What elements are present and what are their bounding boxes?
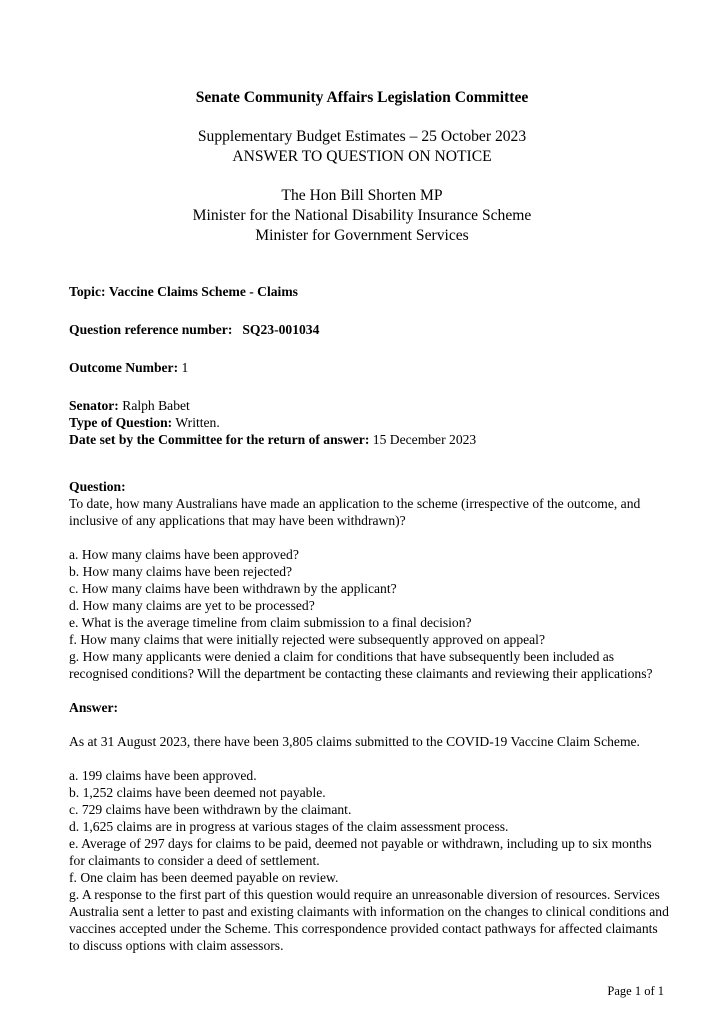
answer-item-b: b. 1,252 claims have been deemed not payable. [69, 785, 326, 800]
answer-item-g: g. A response to the first part of this question would require an unreasonable diversion of resources. Services Australia sent a letter to past and existing claimants with information on the changes to clinical conditions and vaccines accepted under the Scheme. This correspondence provided contact pathways for affected claimants to discuss options with claim assessors. [69, 887, 669, 953]
answer-title: ANSWER TO QUESTION ON NOTICE [232, 148, 492, 165]
question-type-label: Type of Question: [69, 415, 173, 430]
answer-intro: As at 31 August 2023, there have been 3,805 claims submitted to the COVID-19 Vaccine Claim Scheme. [69, 734, 640, 749]
outcome-line [69, 359, 669, 376]
question-item-b: b. How many claims have been rejected? [69, 564, 293, 579]
outcome-label: Outcome Number: [69, 360, 179, 375]
estimates-line: Supplementary Budget Estimates – 25 October 2023 [197, 128, 527, 145]
topic-line [69, 283, 669, 300]
senator-value: Ralph Babet [122, 398, 190, 413]
document-body [69, 283, 669, 954]
question-reference-value: SQ23-001034 [242, 322, 320, 337]
question-heading: Question: [69, 479, 126, 494]
answer-item-f: f. One claim has been deemed payable on review. [69, 870, 339, 885]
minister-role-services: Minister for Government Services [255, 227, 469, 244]
answer-item-a: a. 199 claims have been approved. [69, 768, 257, 783]
minister-block [0, 186, 724, 246]
topic-label: Topic: [69, 284, 106, 299]
committee-title: Senate Community Affairs Legislation Committee [195, 89, 529, 106]
question-item-g: g. How many applicants were denied a claim for conditions that have subsequently been included as recognised conditions? Will the department be contacting these claimants and reviewing their applications? [69, 649, 653, 681]
question-item-a: a. How many claims have been approved? [69, 547, 299, 562]
document-header [0, 88, 724, 246]
topic-value: Vaccine Claims Scheme - Claims [108, 284, 298, 299]
question-item-c: c. How many claims have been withdrawn by the applicant? [69, 581, 397, 596]
question-intro: To date, how many Australians have made an application to the scheme (irrespective of the outcome, and inclusive of any applications that may have been withdrawn)? [69, 496, 641, 528]
return-date-label: Date set by the Committee for the return of answer: [69, 432, 370, 447]
minister-name: The Hon Bill Shorten MP [281, 187, 443, 204]
question-item-e: e. What is the average timeline from claim submission to a final decision? [69, 615, 472, 630]
minister-role-ndis: Minister for the National Disability Insurance Scheme [192, 207, 532, 224]
question-type-value: Written. [175, 415, 220, 430]
outcome-value: 1 [181, 360, 189, 375]
page-number: Page 1 of 1 [607, 984, 664, 998]
question-reference-label: Question reference number: [69, 322, 233, 337]
answer-item-d: d. 1,625 claims are in progress at various stages of the claim assessment process. [69, 819, 509, 834]
senator-line [69, 397, 669, 414]
answer-item-e: e. Average of 297 days for claims to be paid, deemed not payable or withdrawn, including up to six months for claimants to consider a deed of settlement. [69, 836, 652, 868]
question-item-f: f. How many claims that were initially rejected were subsequently approved on appeal? [69, 632, 545, 647]
answer-heading: Answer: [69, 700, 119, 715]
answer-item-c: c. 729 claims have been withdrawn by the claimant. [69, 802, 352, 817]
question-item-d: d. How many claims are yet to be processed? [69, 598, 315, 613]
senator-label: Senator: [69, 398, 119, 413]
question-reference-line [69, 321, 669, 338]
estimates-block [0, 127, 724, 167]
return-date-line [69, 431, 669, 448]
question-type-line [69, 414, 669, 431]
return-date-value: 15 December 2023 [372, 432, 477, 447]
